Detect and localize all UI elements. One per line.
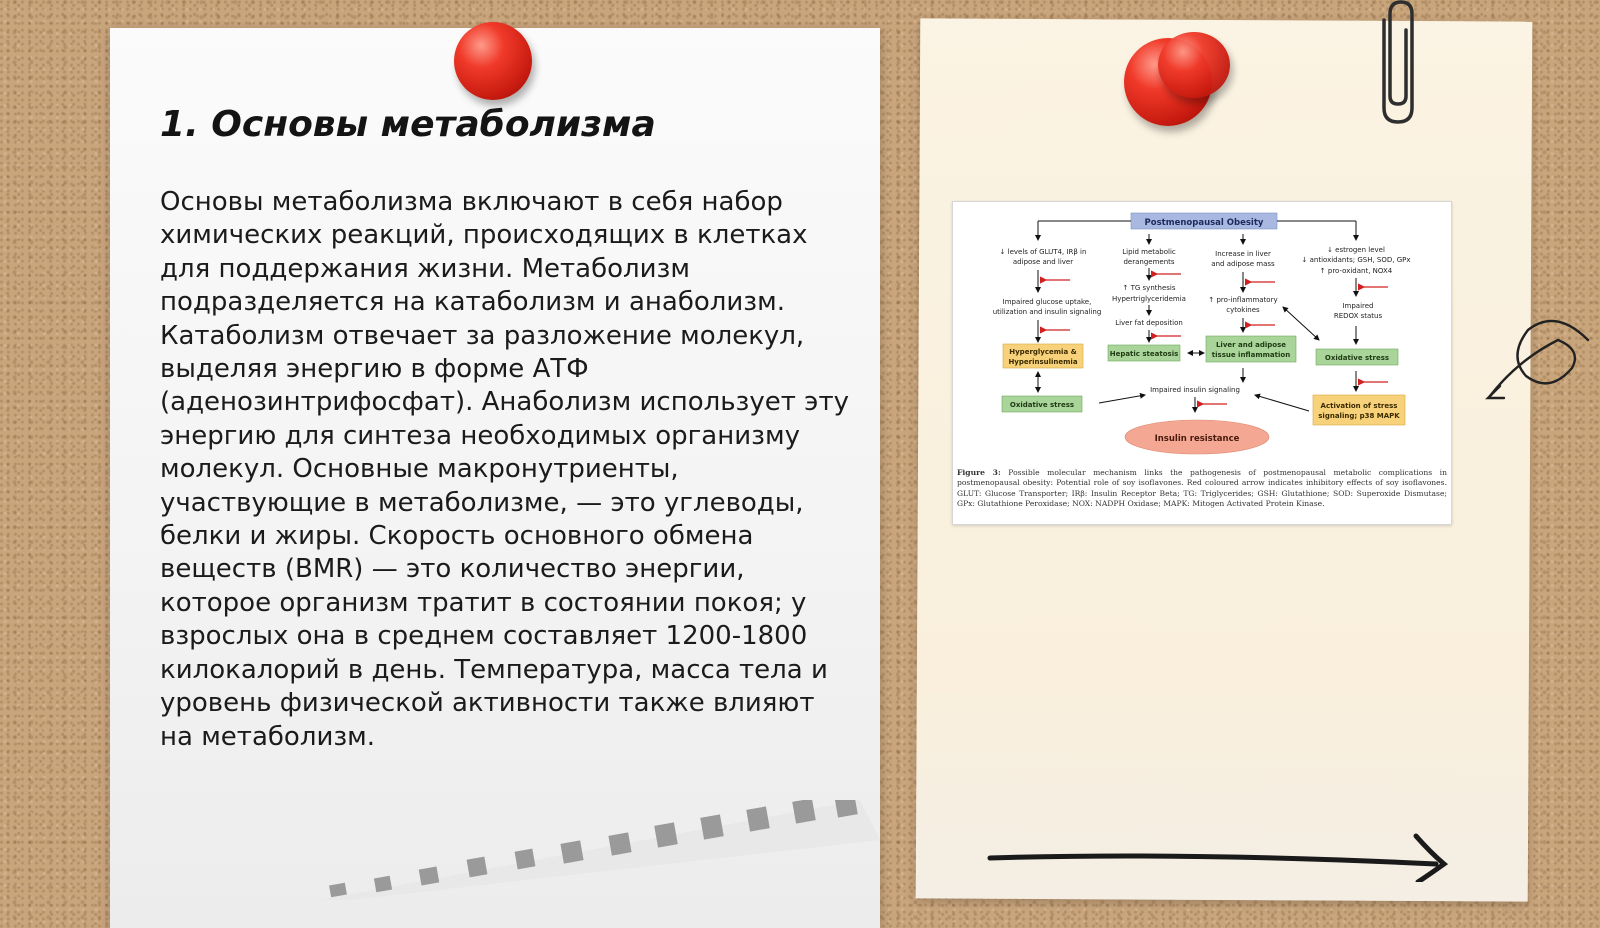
col4-text-b: ↓ antioxidants; GSH, SOD, GPx bbox=[1301, 256, 1411, 264]
right-stress-box bbox=[1313, 395, 1405, 425]
right-stress-label-a: Activation of stress bbox=[1320, 402, 1398, 410]
page-title: 1. Основы метаболизма bbox=[160, 104, 656, 145]
col2-box-label: Hepatic steatosis bbox=[1109, 350, 1179, 358]
red-pushpin-highlight-icon bbox=[1158, 32, 1230, 98]
insulin-resistance-label: Insulin resistance bbox=[1154, 434, 1240, 444]
col4-text-e: REDOX status bbox=[1333, 312, 1383, 320]
col1-box-label-b: Hyperinsulinemia bbox=[1008, 358, 1078, 366]
col3-text-d: cytokines bbox=[1226, 306, 1260, 314]
col1-text-b: adipose and liver bbox=[1012, 258, 1074, 266]
col4-box-label: Oxidative stress bbox=[1324, 354, 1390, 362]
right-arrow-doodle bbox=[986, 830, 1456, 882]
col2-text-a: Lipid metabolic bbox=[1122, 248, 1176, 256]
paperclip-icon bbox=[1370, 0, 1430, 130]
swirl-arrow-doodle bbox=[1478, 312, 1598, 412]
right-stress-label-b: signaling; p38 MAPK bbox=[1318, 412, 1400, 420]
col2-text-e: Liver fat deposition bbox=[1115, 319, 1183, 327]
body-paragraph: Основы метаболизма включают в себя набор химических реакций, происходящих в клетках для поддержания жизни. Метаболизм подразделяется на катаболизм и анаболизм. Катаболизм отвечает за разложение молекул, выделяя энергию в форме АТФ (аденозинтрифосфат). Анаболизм использует эту энергию для синтеза необходимых организму молекул. Основные макронутриенты, участвующие в метаболизме, — это углеводы, белки и жиры. Скорость основного обмена веществ (BMR) — это количество энергии, которое организм тратит в состоянии покоя; у взрослых она в среднем составляет 1200-1800 килокалорий в день. Температура, масса тела и уровень физической активности также влияют на метаболизм. bbox=[160, 187, 849, 752]
top-box-label: Postmenopausal Obesity bbox=[1144, 218, 1264, 228]
col1-text-d: utilization and insulin signaling bbox=[992, 308, 1102, 316]
col2-text-b: derangements bbox=[1123, 258, 1175, 266]
col4-text-d: Impaired bbox=[1342, 302, 1374, 310]
figure-caption-label: Figure 3: bbox=[957, 468, 1001, 477]
col4-text-a: ↓ estrogen level bbox=[1327, 246, 1385, 254]
middle-text: Impaired insulin signaling bbox=[1150, 386, 1240, 394]
col3-text-b: and adipose mass bbox=[1211, 260, 1275, 268]
col3-box-label-b: tissue inflammation bbox=[1211, 351, 1291, 359]
col1-box-label-a: Hyperglycemia & bbox=[1009, 348, 1077, 356]
col3-box-label-a: Liver and adipose bbox=[1215, 341, 1287, 349]
col2-text-c: ↑ TG synthesis bbox=[1122, 284, 1176, 292]
figure-caption-text: Possible molecular mechanism links the pathogenesis of postmenopausal metabolic complications in postmenopausal obesity: Potential role of soy isoflavones. Red coloured arrow indicates inhibitory effects of soy isoflavones. GLUT: Glucose Transporter; IRβ: Insulin Receptor Beta; TG: Triglycerides; GSH: Glutathione; SOD: Superoxide Dismutase; GPx: Glutathione Peroxidase; NOX: NADPH Oxidase; MAPK: Mitogen Activated Protein Kinase. bbox=[957, 468, 1447, 509]
col3-text-a: Increase in liver bbox=[1215, 250, 1271, 258]
tape-strip-decoration bbox=[320, 800, 880, 900]
figure-caption bbox=[957, 468, 1447, 510]
left-oxidative-label: Oxidative stress bbox=[1009, 401, 1075, 409]
col1-text-c: Impaired glucose uptake, bbox=[1002, 298, 1092, 306]
col3-text-c: ↑ pro-inflammatory bbox=[1208, 296, 1278, 304]
col2-text-d: Hypertriglyceridemia bbox=[1112, 295, 1186, 303]
col1-text-a: ↓ levels of GLUT4, IRβ in bbox=[999, 248, 1087, 256]
col4-text-c: ↑ pro-oxidant, NOX4 bbox=[1319, 267, 1393, 275]
red-pushpin-icon bbox=[454, 22, 532, 100]
diagram-figure bbox=[952, 201, 1452, 525]
